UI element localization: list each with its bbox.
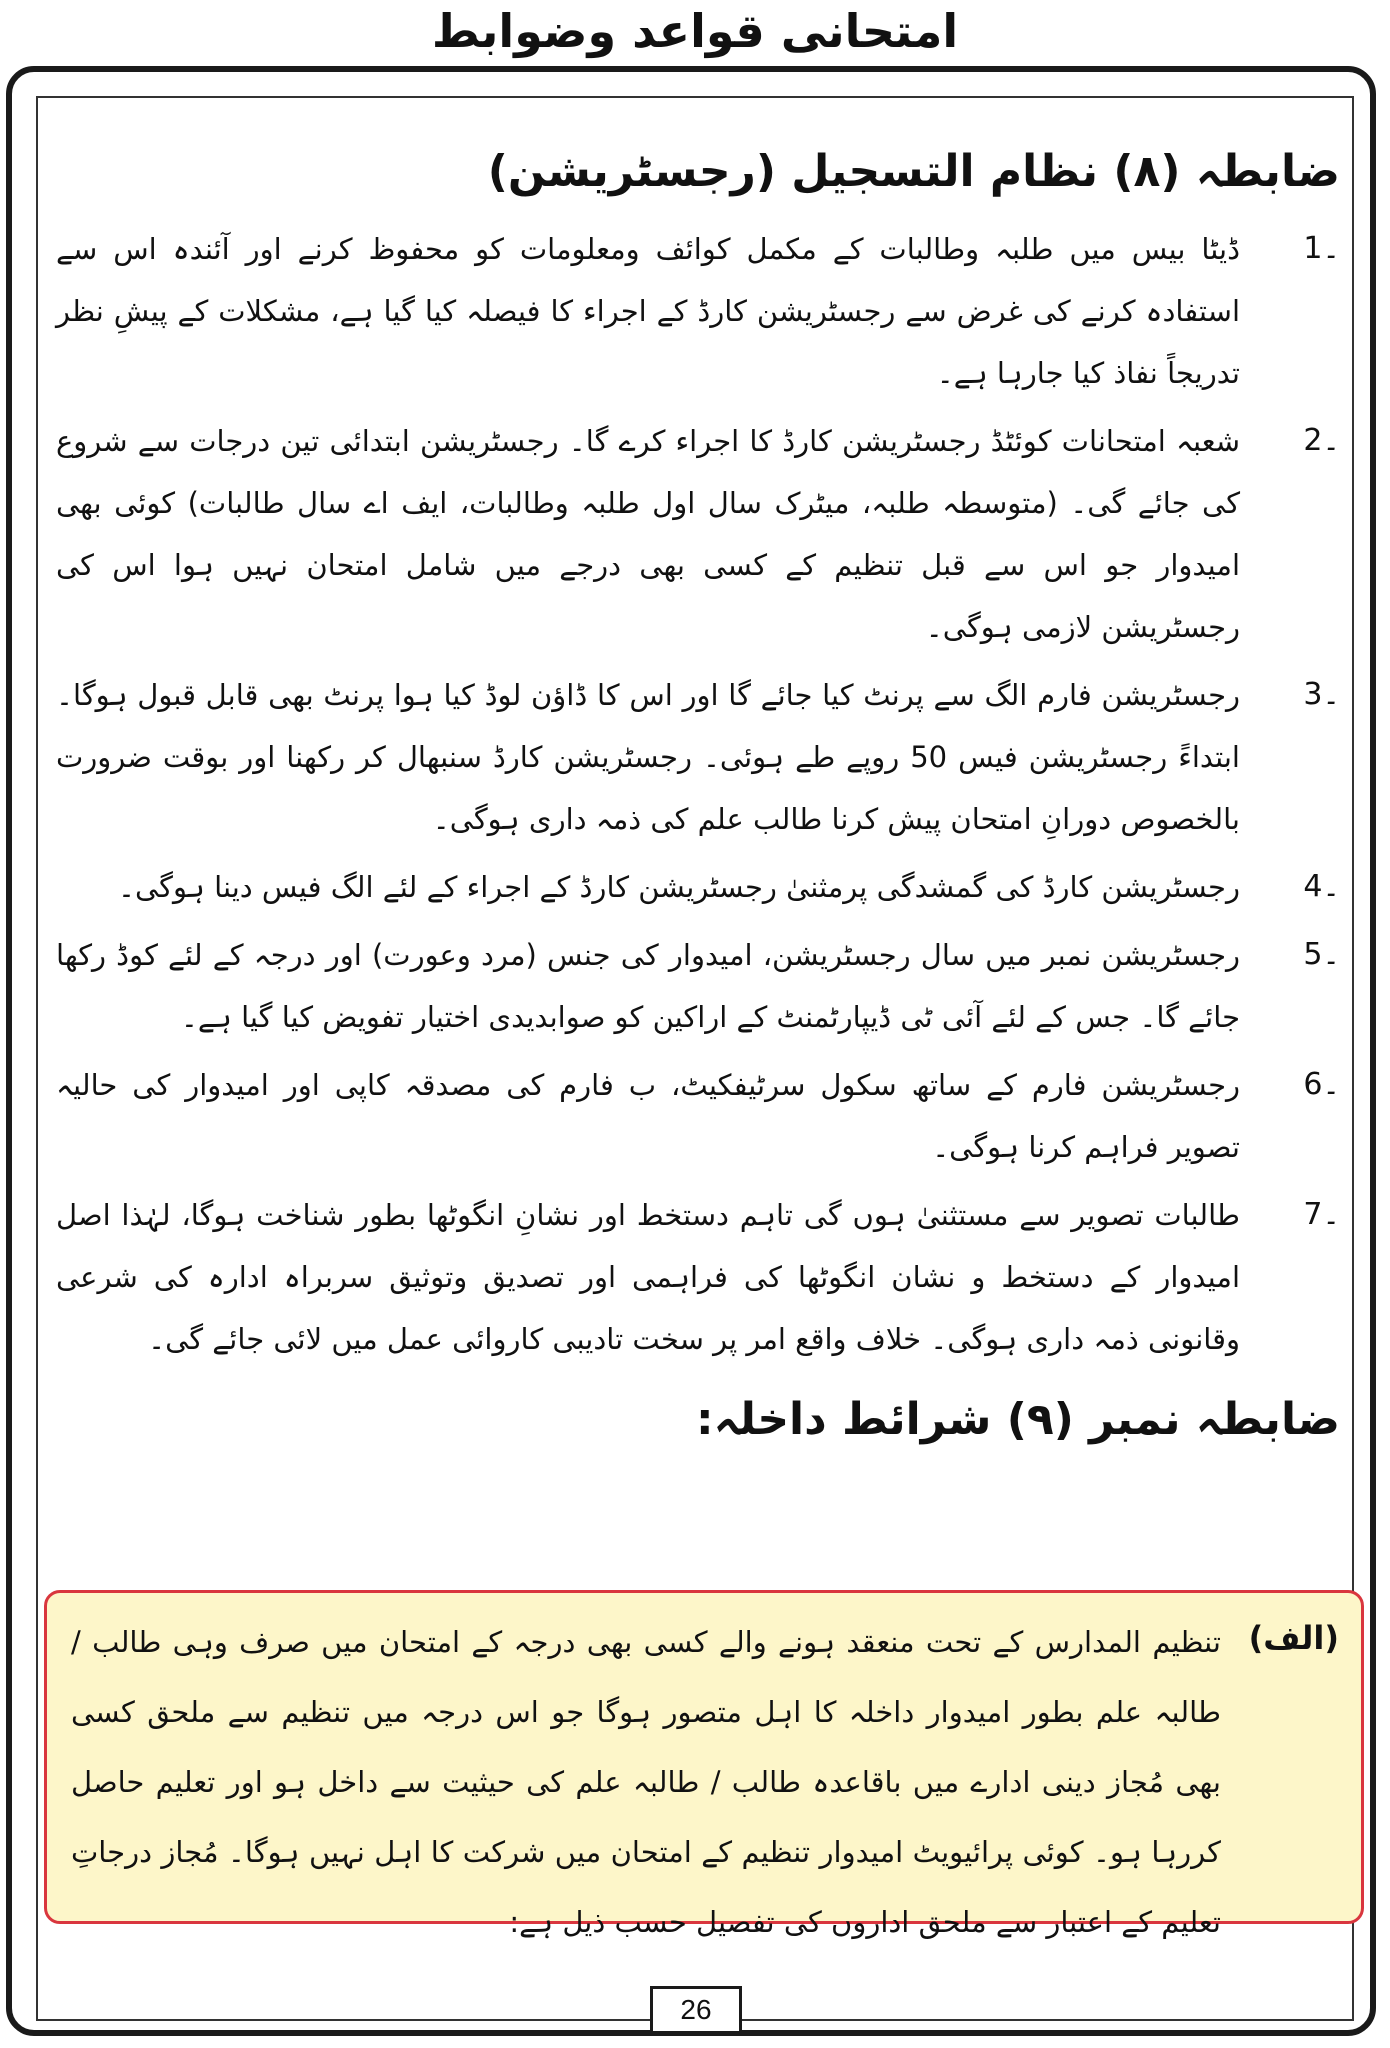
rules-content [50, 140, 1340, 1466]
rule-number: 4۔ [1303, 869, 1340, 904]
rule-item-1 [50, 218, 1340, 404]
rule-text: رجسٹریشن نمبر میں سال رجسٹریشن، امیدوار کی جنس (مرد وعورت) اور درجہ کے لئے کوڈ رکھا جائے گا۔ جس کے لئے آئی ٹی ڈیپارٹمنٹ کے اراکین کو صوابدیدی اختیار تفویض کیا گیا ہے۔ [56, 938, 1240, 1034]
rule-item-7 [50, 1184, 1340, 1370]
rule-text: طالبات تصویر سے مستثنیٰ ہوں گی تاہم دستخط اور نشانِ انگوٹھا بطور شناخت ہوگا، لہٰذا اصل امیدوار کے دستخط و نشان انگوٹھا کی فراہمی اور تصدیق وتوثیق سربراہ ادارہ کی شرعی وقانونی ذمہ داری ہوگی۔ خلاف واقع امر پر سخت تادیبی کاروائی عمل میں لائی جائے گی۔ [56, 1198, 1240, 1356]
rule-text: رجسٹریشن فارم کے ساتھ سکول سرٹیفکیٹ، ب فارم کی مصدقہ کاپی اور امیدوار کی حالیہ تصویر فراہم کرنا ہوگی۔ [56, 1068, 1240, 1164]
admission-conditions-highlight [44, 1590, 1364, 1939]
rule-number: 5۔ [1303, 937, 1340, 972]
clause-label: (الف) [1248, 1619, 1339, 1657]
rule-text: رجسٹریشن کارڈ کی گمشدگی پرمثنیٰ رجسٹریشن کارڈ کے اجراء کے لئے الگ فیس دینا ہوگی۔ [117, 870, 1240, 904]
rule-number: 7۔ [1303, 1197, 1340, 1232]
rule-number: 6۔ [1303, 1067, 1340, 1102]
section-9-heading: ضابطہ نمبر (۹) شرائط داخلہ: [696, 1394, 1340, 1445]
rule-number: 2۔ [1303, 423, 1340, 458]
rule-number: 1۔ [1303, 231, 1340, 266]
rule-text: ڈیٹا بیس میں طلبہ وطالبات کے مکمل کوائف ومعلومات کو محفوظ کرنے اور آئندہ اس سے استفادہ کرنے کی غرض سے رجسٹریشن کارڈ کے اجراء کا فیصلہ کیا گیا ہے، مشکلات کے پیشِ نظر تدریجاً نفاذ کیا جارہا ہے۔ [56, 232, 1240, 390]
rule-item-2 [50, 410, 1340, 658]
rule-item-6 [50, 1054, 1340, 1178]
rule-text: شعبہ امتحانات کوئٹڈ رجسٹریشن کارڈ کا اجراء کرے گا۔ رجسٹریشن ابتدائی تین درجات سے شروع کی جائے گی۔ (متوسطہ طلبہ، میٹرک سال اول طلبہ وطالبات، ایف اے سال طالبات) کوئی بھی امیدوار جو اس سے قبل تنظیم کے کسی بھی درجے میں شامل امتحان نہیں ہوا اس کی رجسٹریشن لازمی ہوگی۔ [56, 424, 1240, 644]
rule-text: رجسٹریشن فارم الگ سے پرنٹ کیا جائے گا اور اس کا ڈاؤن لوڈ کیا ہوا پرنٹ بھی قابل قبول ہوگا۔ ابتداءً رجسٹریشن فیس 50 روپے طے ہوئی۔ رجسٹریشن کارڈ سنبھال کر رکھنا اور بوقت ضرورت بالخصوص دورانِ امتحان پیش کرنا طالب علم کی ذمہ داری ہوگی۔ [56, 678, 1240, 836]
page-number: 26 [650, 1986, 742, 2034]
rule-item-5 [50, 924, 1340, 1048]
section-8-heading: ضابطہ (۸) نظام التسجیل (رجسٹریشن) [487, 146, 1340, 197]
page-header-title: امتحانی قواعد وضوابط [431, 4, 959, 58]
rule-item-4 [50, 856, 1340, 918]
rule-item-3 [50, 664, 1340, 850]
rule-number: 3۔ [1303, 677, 1340, 712]
clause-text: تنظیم المدارس کے تحت منعقد ہونے والے کسی بھی درجہ کے امتحان میں صرف وہی طالب / طالبہ علم بطور امیدوار داخلہ کا اہل متصور ہوگا جو اس درجہ میں تنظیم سے ملحق کسی بھی مُجاز دینی ادارے میں باقاعدہ طالب / طالبہ علم کی حیثیت سے داخل ہو اور تعلیم حاصل کررہا ہو۔ کوئی پرائیویٹ امیدوار تنظیم کے امتحان میں شرکت کا اہل نہیں ہوگا۔ مُجاز درجاتِ تعلیم کے اعتبار سے ملحق اداروں کی تفصیل حسب ذیل ہے: [71, 1625, 1221, 1939]
